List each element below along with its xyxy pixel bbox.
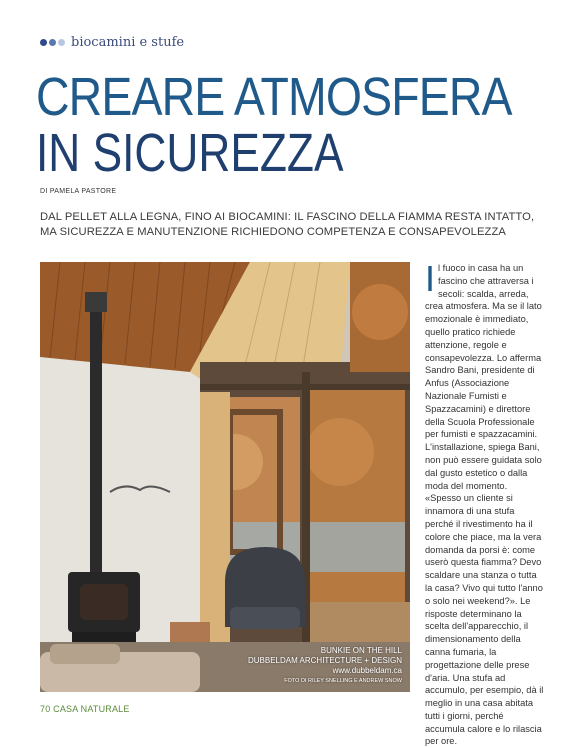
section-label: biocamini e stufe [71, 34, 185, 50]
page-number: 70 [40, 704, 51, 714]
stove-pipe-top [85, 292, 107, 312]
caption-project: BUNKIE ON THE HILL [320, 646, 402, 655]
armchair-seat [230, 607, 300, 629]
page-footer [40, 704, 130, 714]
section-dot-3 [58, 39, 65, 46]
firewood-stack [170, 622, 210, 642]
headline-line-1: CREARE ATMOSFERA [36, 67, 512, 127]
outdoor-view-right [310, 387, 405, 607]
headline-line-2: IN SICUREZZA [36, 123, 344, 183]
magazine-name: CASA NATURALE [53, 704, 130, 714]
section-dot-1 [40, 39, 47, 46]
stove-door [80, 584, 128, 620]
interior-photo [40, 262, 410, 692]
subtitle: DAL PELLET ALLA LEGNA, FINO AI BIOCAMINI: IL FASCINO DELLA FIAMMA RESTA INTATTO, MA SICUREZZA E MANUTENZIONE RICHIEDONO COMPETENZA E CONSAPEVOLEZZA [40, 211, 535, 238]
caption-website: www.dubbeldam.ca [332, 666, 402, 675]
stove-base [72, 632, 136, 642]
section-header [40, 34, 184, 50]
article-body [425, 258, 545, 748]
photo-caption [248, 646, 402, 686]
article-text: l fuoco in casa ha un fascino che attraversa i secoli: scalda, arreda, crea atmosfera. Ma se il lato emozionale è immediato, quello pratico richiede attenzione, regole e consapevolezza. Lo afferma Sandro Bani, presidente di Anfus (Associazione Nazionale Fumisti e Spazzacamini) e direttore della Scuola Professionale per fumisti e spazzacamini. L'installazione, spiega Bani, non può essere guidata solo dal gusto estetico o dalla moda del momento. «Spesso un cliente si innamora di una stufa perché il rivestimento ha il colore che piace, ma la vera domanda da porsi è: come userò questa fiamma? Devo scaldare una stanza o tutta la casa? Vivo qui tutto l'anno o solo nei weekend?». Le risposte determinano la scelta dell'apparecchio, il dimensionamento della canna fumaria, la progettazione delle prese d'aria. Una stufa ad accumulo, per esempio, dà il meglio in una casa abitata tutti i giorni, perché accumula calore e lo rilascia per ore. [425, 263, 544, 747]
deck [310, 602, 410, 642]
window-transom [200, 384, 410, 390]
tree-foliage-3 [352, 284, 408, 340]
stove-pipe [90, 312, 102, 572]
drop-cap: I [425, 258, 436, 299]
tree-foliage-2 [306, 418, 374, 486]
sofa-cushion [50, 644, 120, 664]
caption-credits: FOTO DI RILEY SNELLING E ANDREW SNOW [284, 678, 402, 684]
lake-right [310, 522, 405, 572]
caption-studio: DUBBELDAM ARCHITECTURE + DESIGN [247, 656, 402, 665]
section-dot-2 [49, 39, 56, 46]
photo-illustration [40, 262, 410, 692]
byline: DI PAMELA PASTORE [40, 188, 117, 195]
